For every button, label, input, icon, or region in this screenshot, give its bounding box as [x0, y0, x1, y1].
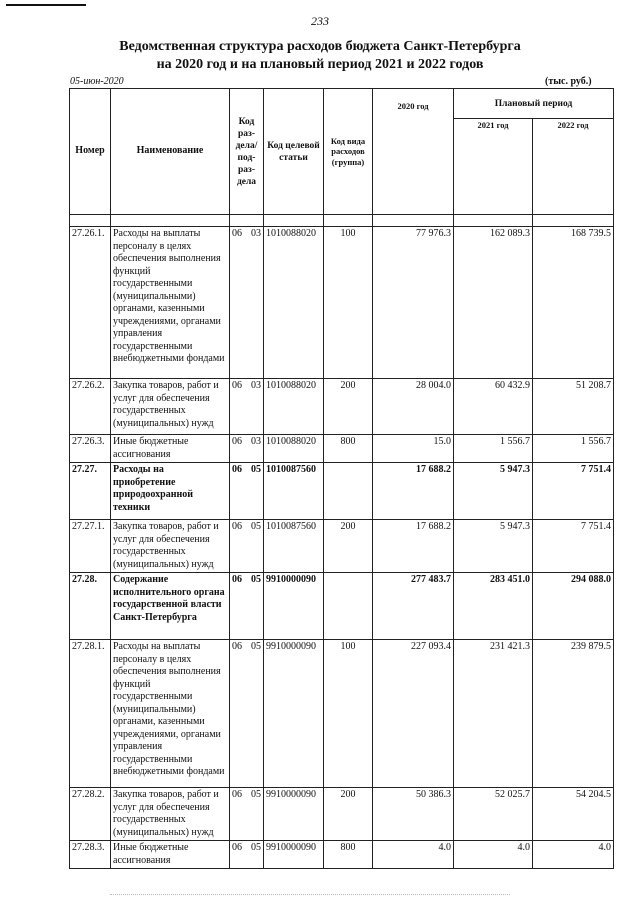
- title-line-2: на 2020 год и на плановый период 2021 и 2022 годов: [156, 57, 484, 72]
- row-kind-code: [324, 573, 373, 640]
- header-2021: 2021 год: [454, 119, 533, 215]
- row-value-2020: 77 976.3: [373, 227, 454, 379]
- row-number: 27.26.1.: [70, 227, 111, 379]
- row-subsection: 05: [249, 841, 264, 869]
- document-title: [0, 38, 640, 74]
- row-target-code: 1010087560: [264, 463, 324, 520]
- row-value-2022: 168 739.5: [533, 227, 614, 379]
- row-section: 06: [230, 520, 249, 573]
- row-number: 27.27.1.: [70, 520, 111, 573]
- row-name: Расходы на приобретение природоохранной техники: [111, 463, 230, 520]
- row-value-2022: 239 879.5: [533, 640, 614, 788]
- table-row: [70, 379, 614, 435]
- table-row: [70, 520, 614, 573]
- unit-label: (тыс. руб.): [545, 76, 592, 87]
- row-subsection: 05: [249, 520, 264, 573]
- row-kind-code: 100: [324, 227, 373, 379]
- row-value-2022: 7 751.4: [533, 520, 614, 573]
- row-value-2021: 162 089.3: [454, 227, 533, 379]
- row-value-2020: 17 688.2: [373, 463, 454, 520]
- row-number: 27.28.2.: [70, 788, 111, 841]
- row-value-2020: 4.0: [373, 841, 454, 869]
- row-kind-code: [324, 463, 373, 520]
- row-name: Закупка товаров, работ и услуг для обеспечения государственных (муниципальных) нужд: [111, 520, 230, 573]
- row-kind-code: 800: [324, 841, 373, 869]
- row-value-2022: 4.0: [533, 841, 614, 869]
- row-name: Закупка товаров, работ и услуг для обеспечения государственных (муниципальных) нужд: [111, 788, 230, 841]
- table-row: [70, 435, 614, 463]
- row-number: 27.28.1.: [70, 640, 111, 788]
- row-target-code: 1010088020: [264, 435, 324, 463]
- budget-table: [69, 88, 614, 869]
- row-name: Содержание исполнительного органа государственной власти Санкт-Петербурга: [111, 573, 230, 640]
- row-value-2022: 51 208.7: [533, 379, 614, 435]
- row-kind-code: 200: [324, 379, 373, 435]
- table-body: [70, 215, 614, 869]
- header-section-text: Код раз-дела/ под-раз-дела: [235, 116, 258, 187]
- row-section: 06: [230, 379, 249, 435]
- row-section: 06: [230, 640, 249, 788]
- row-section: 06: [230, 841, 249, 869]
- row-value-2021: 4.0: [454, 841, 533, 869]
- title-line-1: Ведомственная структура расходов бюджета Санкт-Петербурга: [119, 39, 521, 54]
- table-row: [70, 841, 614, 869]
- row-value-2021: 5 947.3: [454, 463, 533, 520]
- header-2022: 2022 год: [533, 119, 614, 215]
- header-name: Наименование: [111, 89, 230, 215]
- row-subsection: 05: [249, 463, 264, 520]
- bottom-rule: [110, 894, 510, 896]
- row-number: 27.28.: [70, 573, 111, 640]
- row-number: 27.26.2.: [70, 379, 111, 435]
- row-subsection: 03: [249, 379, 264, 435]
- row-value-2021: 60 432.9: [454, 379, 533, 435]
- table-row: [70, 640, 614, 788]
- row-value-2022: 54 204.5: [533, 788, 614, 841]
- row-value-2021: 1 556.7: [454, 435, 533, 463]
- row-subsection: 03: [249, 435, 264, 463]
- row-name: Закупка товаров, работ и услуг для обеспечения государственных (муниципальных) нужд: [111, 379, 230, 435]
- row-target-code: 1010088020: [264, 227, 324, 379]
- row-value-2022: 7 751.4: [533, 463, 614, 520]
- table-row: [70, 227, 614, 379]
- row-value-2022: 294 088.0: [533, 573, 614, 640]
- row-number: 27.26.3.: [70, 435, 111, 463]
- row-section: 06: [230, 463, 249, 520]
- row-subsection: 05: [249, 573, 264, 640]
- row-section: 06: [230, 435, 249, 463]
- top-rule: [6, 4, 86, 6]
- row-section: 06: [230, 788, 249, 841]
- row-kind-code: 200: [324, 520, 373, 573]
- table-row: [70, 573, 614, 640]
- page-number: 233: [311, 14, 329, 28]
- row-name: Расходы на выплаты персоналу в целях обеспечения выполнения функций государственными (муниципальными) органами, казенными учреждениями, органами управления государственными внебюджетными фондами: [111, 227, 230, 379]
- row-target-code: 9910000090: [264, 788, 324, 841]
- row-value-2020: 15.0: [373, 435, 454, 463]
- row-value-2022: 1 556.7: [533, 435, 614, 463]
- row-target-code: 9910000090: [264, 841, 324, 869]
- document-date: 05-июн-2020: [70, 76, 124, 87]
- header-target: Код целевой статьи: [264, 89, 324, 215]
- table-row: [70, 463, 614, 520]
- row-value-2020: 28 004.0: [373, 379, 454, 435]
- row-value-2021: 283 451.0: [454, 573, 533, 640]
- row-subsection: 05: [249, 640, 264, 788]
- row-number: 27.28.3.: [70, 841, 111, 869]
- row-value-2021: 231 421.3: [454, 640, 533, 788]
- row-kind-code: 200: [324, 788, 373, 841]
- row-value-2021: 5 947.3: [454, 520, 533, 573]
- row-target-code: 1010087560: [264, 520, 324, 573]
- row-kind-code: 800: [324, 435, 373, 463]
- row-value-2020: 17 688.2: [373, 520, 454, 573]
- row-section: 06: [230, 573, 249, 640]
- row-name: Расходы на выплаты персоналу в целях обеспечения выполнения функций государственными (муниципальными) органами, казенными учреждениями, органами управления государственными внебюджетными фондами: [111, 640, 230, 788]
- header-number: Номер: [70, 89, 111, 215]
- header-section: [230, 89, 264, 215]
- row-subsection: 05: [249, 788, 264, 841]
- row-value-2021: 52 025.7: [454, 788, 533, 841]
- row-number: 27.27.: [70, 463, 111, 520]
- row-value-2020: 227 093.4: [373, 640, 454, 788]
- header-2020: 2020 год: [373, 89, 454, 215]
- row-name: Иные бюджетные ассигнования: [111, 841, 230, 869]
- row-value-2020: 277 483.7: [373, 573, 454, 640]
- row-value-2020: 50 386.3: [373, 788, 454, 841]
- row-subsection: 03: [249, 227, 264, 379]
- row-target-code: 9910000090: [264, 573, 324, 640]
- table-row: [70, 788, 614, 841]
- header-planned: Плановый период: [454, 89, 614, 119]
- row-kind-code: 100: [324, 640, 373, 788]
- row-target-code: 9910000090: [264, 640, 324, 788]
- row-section: 06: [230, 227, 249, 379]
- header-kind: Код вида расходов (группа): [324, 89, 373, 215]
- row-target-code: 1010088020: [264, 379, 324, 435]
- row-name: Иные бюджетные ассигнования: [111, 435, 230, 463]
